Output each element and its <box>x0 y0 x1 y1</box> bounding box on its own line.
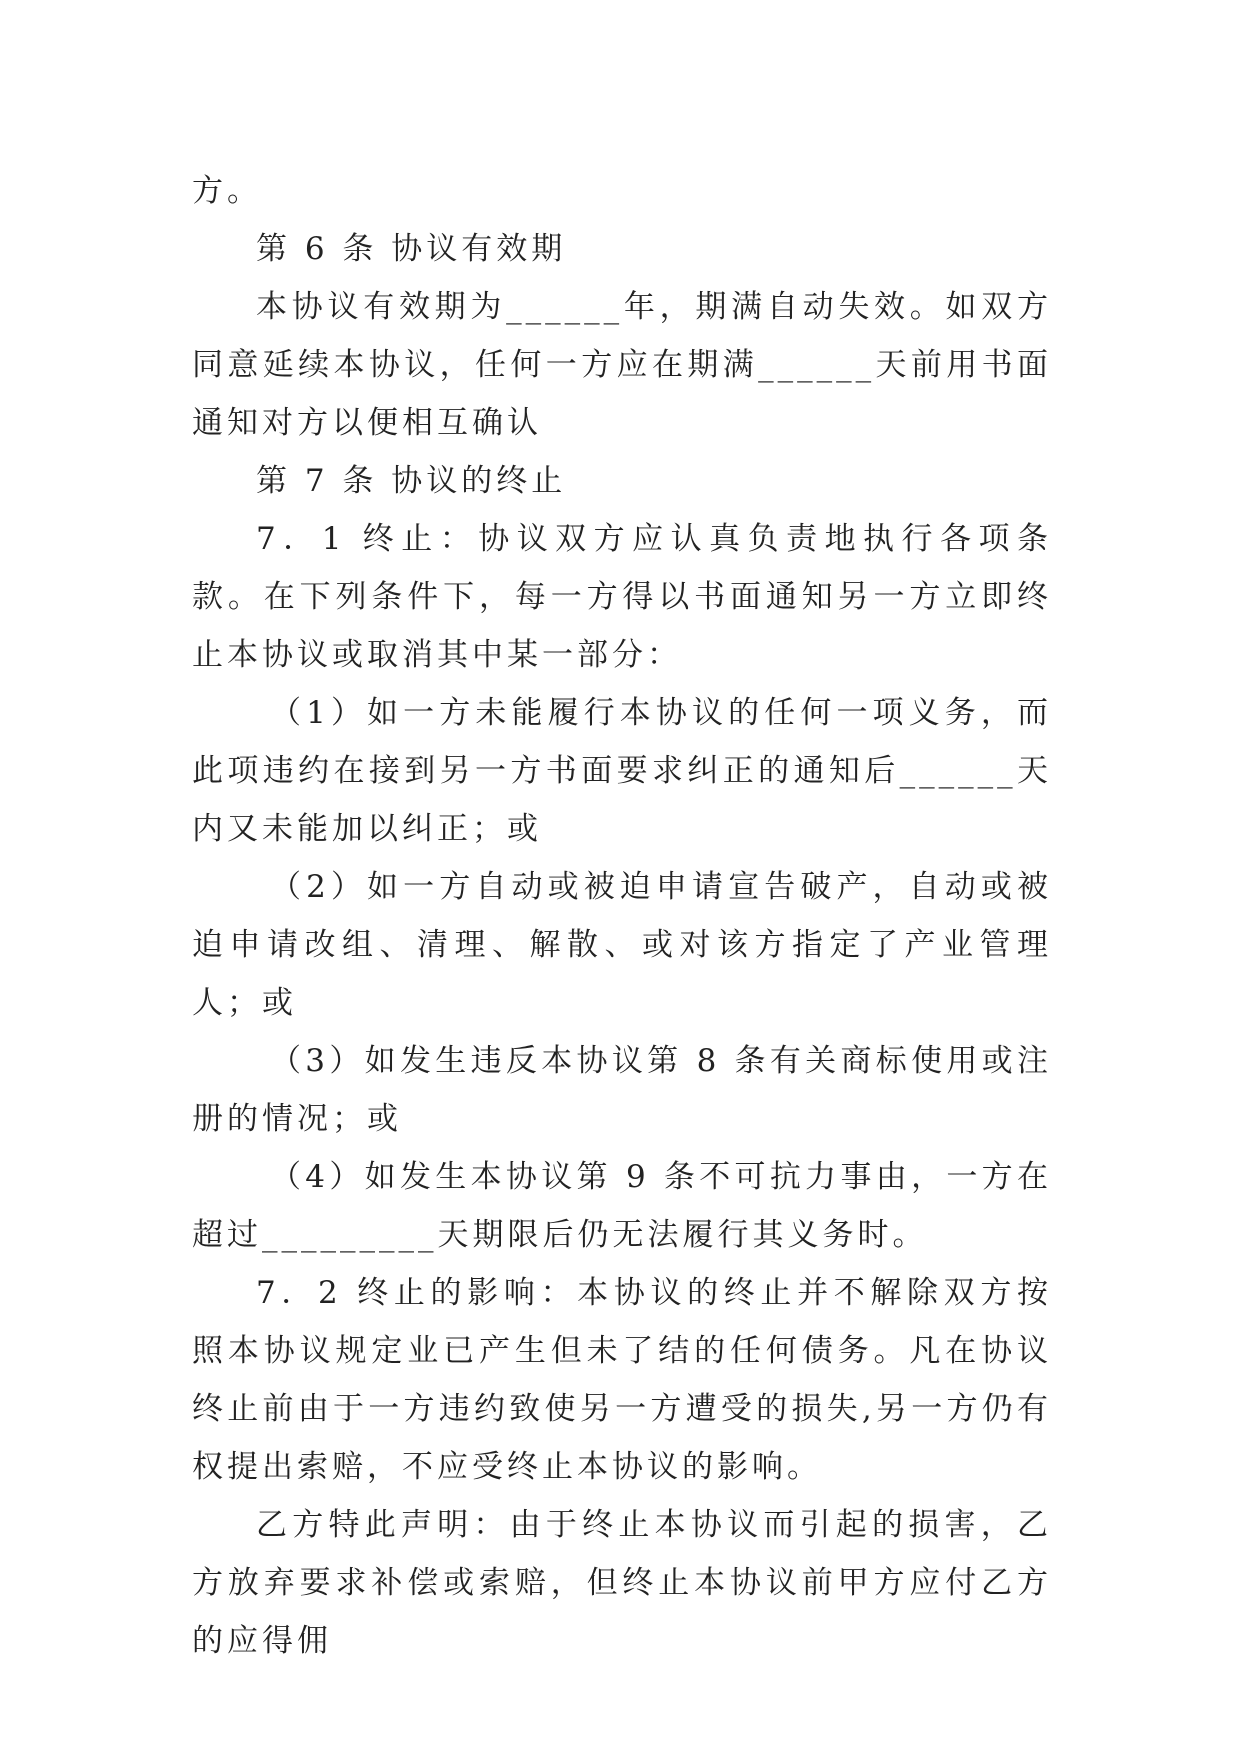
article-6-heading: 第 6 条 协议有效期 <box>256 231 567 267</box>
party-b-declaration: 乙方特此声明：由于终止本协议而引起的损害，乙方放弃要求补偿或索赔，但终止本协议前甲方应付乙方的应得佣 <box>192 1507 1052 1659</box>
clause-7-1: 7．1 终止：协议双方应认真负责地执行各项条款。在下列条件下，每一方得以书面通知另一方立即终止本协议或取消其中某一部分： <box>192 521 1052 673</box>
article-6-body: 本协议有效期为______年，期满自动失效。如双方同意延续本协议，任何一方应在期满______天前用书面通知对方以便相互确认 <box>192 289 1052 441</box>
clause-7-1-item-2: （2）如一方自动或被迫申请宣告破产，自动或被迫申请改组、清理、解散、或对该方指定了产业管理人；或 <box>192 869 1052 1021</box>
article-7-heading: 第 7 条 协议的终止 <box>256 463 567 499</box>
clause-7-2: 7．2 终止的影响：本协议的终止并不解除双方按照本协议规定业已产生但未了结的任何债务。凡在协议终止前由于一方违约致使另一方遭受的损失,另一方仍有权提出索赔，不应受终止本协议的影响。 <box>192 1275 1052 1485</box>
document-body <box>192 162 1052 1670</box>
paragraph-continuation: 方。 <box>192 173 262 209</box>
clause-7-1-item-3: （3）如发生违反本协议第 8 条有关商标使用或注册的情况；或 <box>192 1043 1052 1137</box>
clause-7-1-item-4: （4）如发生本协议第 9 条不可抗力事由，一方在超过_________天期限后仍无法履行其义务时。 <box>192 1159 1052 1253</box>
clause-7-1-item-1: （1）如一方未能履行本协议的任何一项义务，而此项违约在接到另一方书面要求纠正的通知后______天内又未能加以纠正；或 <box>192 695 1052 847</box>
